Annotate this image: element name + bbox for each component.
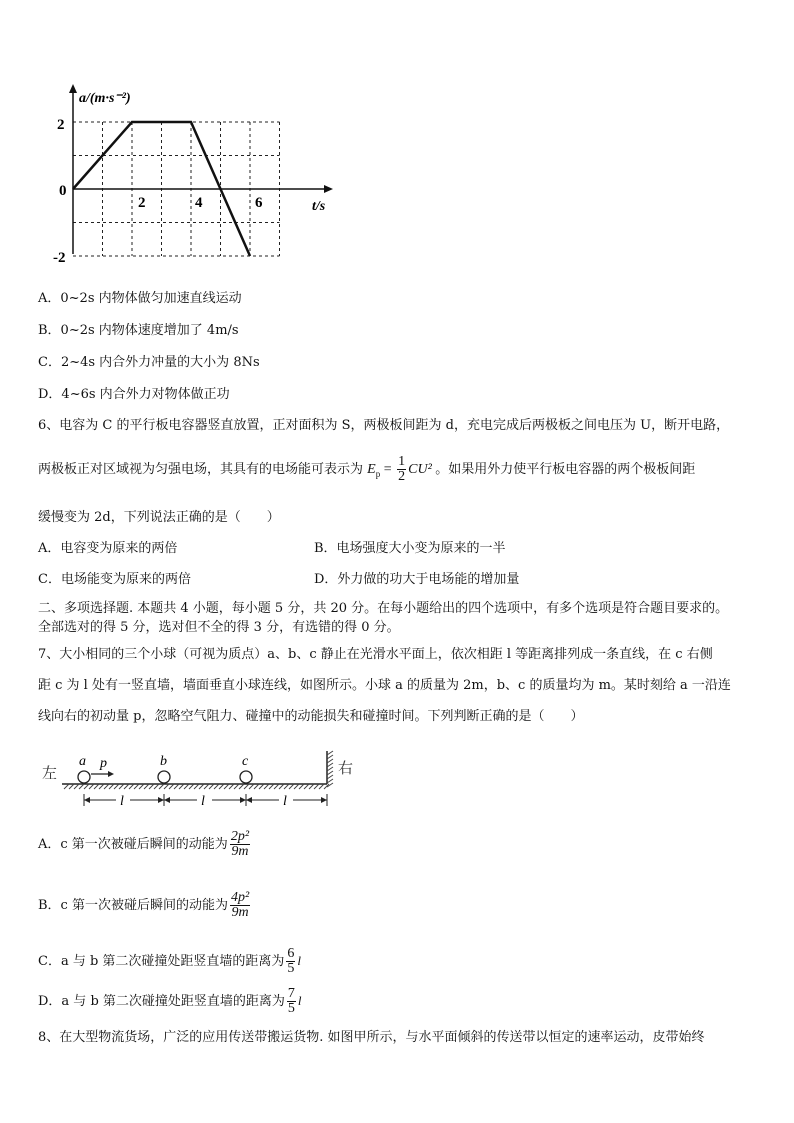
momentum-label: p xyxy=(100,756,107,771)
label-right: 右 xyxy=(338,761,354,777)
q6-line2-post: 。如果用外力使平行板电容器的两个极板间距 xyxy=(435,462,696,477)
q6-line2-pre: 两极板正对区域视为匀强电场，其具有的电场能可表示为 xyxy=(38,462,364,477)
q7-option-c[interactable]: C．a 与 b 第二次碰撞处距竖直墙的距离为 $\frac{6}{5}$ l xyxy=(38,946,302,976)
q5-option-b[interactable]: B．0~2s 内物体速度增加了 4m/s xyxy=(38,323,239,338)
ball-b-label: b xyxy=(160,754,167,769)
x-axis-arrow xyxy=(324,185,333,193)
ball-c xyxy=(240,771,252,783)
q7-stem-line2: 距 c 为 l 处有一竖直墙，墙面垂直小球连线，如图所示。小球 a 的质量为 2m，b、c 的质量均为 m。某时刻给 a 一沿连 xyxy=(38,678,731,693)
q6-option-d[interactable]: D．外力做的功大于电场能的增加量 xyxy=(314,572,520,587)
y-tick-neg2: -2 xyxy=(53,250,66,266)
ball-a-label: a xyxy=(79,754,86,769)
dist-label-1: l xyxy=(120,794,124,809)
y-tick-0: 0 xyxy=(59,183,67,199)
ball-b xyxy=(158,771,170,783)
x-axis-label: t/s xyxy=(312,199,326,214)
q6-option-a[interactable]: A．电容变为原来的两倍 xyxy=(38,541,178,556)
q6-stem-line1: 6、电容为 C 的平行板电容器竖直放置，正对面积为 S，两极板间距为 d，充电完成后两极板之间电压为 U，断开电路， xyxy=(38,418,730,433)
acceleration-time-graph xyxy=(50,82,350,272)
y-axis-arrow xyxy=(69,84,77,93)
dist-label-2: l xyxy=(201,794,205,809)
q6-option-c[interactable]: C．电场能变为原来的两倍 xyxy=(38,572,191,587)
dist-label-3: l xyxy=(283,794,287,809)
three-balls-figure xyxy=(40,745,370,813)
q7-stem-line3: 线向右的初动量 p，忽略空气阻力、碰撞中的动能损失和碰撞时间。下列判断正确的是（ ） xyxy=(38,709,584,724)
q7-option-b[interactable]: B．c 第一次被碰后瞬间的动能为 $\frac{\text{4p²}}{9m}$ xyxy=(38,890,250,920)
energy-formula: $E_p$ = $\frac{1}{2}$ CU² xyxy=(367,454,432,485)
q6-stem-line3: 缓慢变为 2d，下列说法正确的是（ ） xyxy=(38,510,280,525)
q5-option-a[interactable]: A．0~2s 内物体做匀加速直线运动 xyxy=(38,291,242,306)
ball-a xyxy=(78,771,90,783)
label-left: 左 xyxy=(42,766,58,782)
x-tick-6: 6 xyxy=(255,195,263,211)
q7-option-d[interactable]: D．a 与 b 第二次碰撞处距竖直墙的距离为 $\frac{7}{5}$ l xyxy=(38,986,302,1016)
section2-instructions-line2: 全部选对的得 5 分，选对但不全的得 3 分，有选错的得 0 分。 xyxy=(38,620,400,635)
section2-instructions-line1: 二、多项选择题. 本题共 4 小题，每小题 5 分，共 20 分。在每小题给出的四个选项中，有多个选项是符合题目要求的。 xyxy=(38,601,729,616)
q6-option-b[interactable]: B．电场强度大小变为原来的一半 xyxy=(314,541,506,556)
q5-option-c[interactable]: C．2~4s 内合外力冲量的大小为 8Ns xyxy=(38,355,260,370)
q6-stem-line2 xyxy=(38,455,695,489)
q7-stem-line1: 7、大小相同的三个小球（可视为质点）a、b、c 静止在光滑水平面上，依次相距 l 等距离排列成一条直线，在 c 右侧 xyxy=(38,647,713,662)
x-tick-2: 2 xyxy=(138,195,146,211)
y-tick-2: 2 xyxy=(57,117,65,133)
ball-c-label: c xyxy=(242,754,249,769)
q8-stem-line1: 8、在大型物流货场，广泛的应用传送带搬运货物. 如图甲所示，与水平面倾斜的传送带以恒定的速率运动，皮带始终 xyxy=(38,1030,705,1045)
q7-option-a[interactable]: A．c 第一次被碰后瞬间的动能为 $\frac{\text{2p²}}{9m}$ xyxy=(38,829,250,859)
q5-option-d[interactable]: D．4~6s 内合外力对物体做正功 xyxy=(38,387,230,402)
x-tick-4: 4 xyxy=(195,195,203,211)
y-axis-label: a/(m·s⁻²) xyxy=(79,91,131,106)
